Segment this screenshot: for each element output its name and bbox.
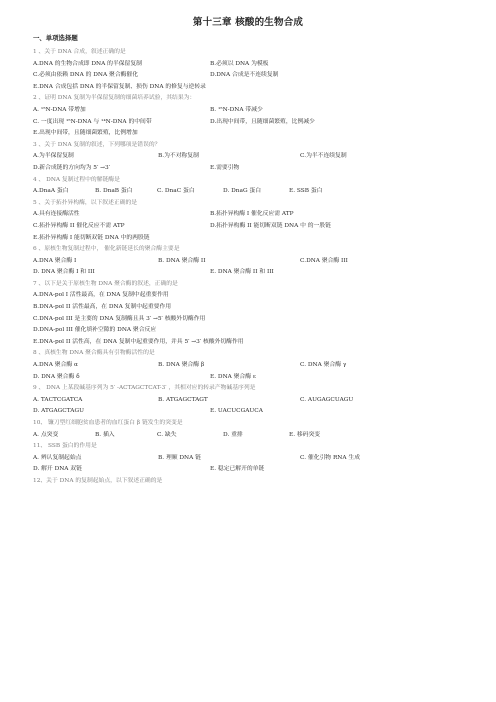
option-text: D. DNA 聚合酶 δ: [33, 373, 80, 380]
option-text: A.DNA 的生物合成即 DNA 的半保留复制: [33, 60, 142, 67]
option-row: [33, 256, 473, 268]
option-text: E. UACUCGAUCA: [210, 408, 263, 415]
option-row: [33, 302, 473, 314]
option-row: [33, 267, 473, 279]
option-text: C.DNA 聚合酶 III: [300, 257, 348, 264]
question-stem: [33, 476, 473, 488]
question-stem: [33, 244, 473, 256]
option-text: A.DNA 聚合酶 I: [33, 257, 77, 264]
option-text: C. AUGAGCUAGU: [300, 396, 354, 403]
option-text: B. DNA 聚合酶 II: [158, 257, 206, 264]
option-row: [33, 151, 473, 163]
option-text: A. TACTCGATCA: [33, 396, 83, 403]
question-text: 9 、 DNA 上某段碱基序列为 5′ -ACTAGCTCAT-3′ ，其相对应的转录产物碱基序列是: [33, 385, 256, 392]
option-text: C. 缺失: [157, 431, 177, 438]
option-text: E. 稳定已解开的单链: [210, 466, 265, 473]
option-text: B.为不对称复制: [158, 153, 199, 160]
option-text: E. 移码突变: [289, 431, 321, 438]
option-text: C.拓扑异构酶 II 催化反应不需 ATP: [33, 222, 125, 229]
option-row: [33, 209, 473, 221]
question-stem: [33, 198, 473, 210]
option-text: C. 一度出现 ¹⁵N-DNA 与 ¹⁴N-DNA 的中间带: [33, 118, 152, 125]
question-stem: [33, 418, 473, 430]
option-row: [33, 117, 473, 129]
option-text: E.拓扑异构酶 I 能切断双链 DNA 中的两股链: [33, 234, 150, 241]
option-row: [33, 360, 473, 372]
option-row: [33, 464, 473, 476]
question-text: 3 、关于 DNA 复制的叙述，下列哪项是错误的？: [33, 141, 161, 148]
option-text: C.为半不连续复制: [300, 153, 347, 160]
question-stem: [33, 383, 473, 395]
option-text: A.DnaA 蛋白: [33, 188, 69, 195]
question-text: 11、 SSB 蛋白的作用是: [33, 443, 97, 450]
option-text: C.DNA-pol III 是主要的 DNA 复制酶且具 3′ →5′ 核酸外切酶作用: [33, 315, 206, 322]
option-text: C. 催化引物 RNA 生成: [300, 454, 361, 461]
option-row: [33, 406, 473, 418]
option-text: D.DNA-pol III 催化填补空隙的 DNA 聚合反应: [33, 327, 157, 334]
option-text: E.需要引物: [210, 164, 240, 171]
option-text: D. 重排: [223, 431, 243, 438]
option-text: A.DNA 聚合酶 α: [33, 362, 78, 369]
section-heading: 一、单项选择题: [33, 34, 78, 42]
option-row: [33, 290, 473, 302]
option-text: B.拓扑异构酶 I 催化反应需 ATP: [210, 211, 294, 218]
option-text: E.出现中间带，且随细菌繁殖，比例增加: [33, 130, 138, 137]
option-text: C. DNA 聚合酶 γ: [300, 362, 347, 369]
option-text: B. 理顺 DNA 链: [158, 454, 201, 461]
option-row: [33, 82, 473, 94]
option-row: [33, 221, 473, 233]
option-row: [33, 314, 473, 326]
question-stem: [33, 93, 473, 105]
option-text: A.为半保留复制: [33, 153, 74, 160]
option-row: [33, 105, 473, 117]
question-text: 12、关于 DNA 的复制起始点，以下叙述正确的是: [33, 477, 163, 484]
question-text: 10、 镰刀型红细胞贫血患者的血红蛋白 β 链发生的突变是: [33, 420, 183, 426]
question-text: 4 、 DNA 复制过程中的解链酶是: [33, 176, 120, 183]
question-text: 1 、关于 DNA 合成，叙述正确的是: [33, 49, 126, 55]
chapter-title: 第十三章 核酸的生物合成: [192, 17, 304, 28]
option-text: A.具有连接酶活性: [33, 211, 80, 218]
option-text: D.新合成链的方向均为 5′ →3′: [33, 164, 111, 171]
option-text: B. ¹⁵N-DNA 带减少: [210, 106, 263, 113]
option-text: E. DNA 聚合酶 ε: [210, 373, 256, 380]
option-text: B.必须以 DNA 为模板: [210, 60, 269, 67]
option-text: E.DNA-pol II 活性高，在 DNA 复制中起重要作用，并具 5′ →3′ 核酸外切酶作用: [33, 338, 244, 345]
option-text: E.DNA 合成包括 DNA 的半保留复制、损伤 DNA 的修复与逆转录: [33, 83, 206, 90]
option-text: E. DNA 聚合酶 II 和 III: [210, 269, 274, 276]
option-row: [33, 430, 473, 442]
option-text: D. DnaG 蛋白: [223, 188, 262, 195]
option-text: C.必须由依赖 DNA 的 DNA 聚合酶催化: [33, 72, 139, 79]
option-text: D. DNA 聚合酶 I 和 III: [33, 269, 95, 276]
option-text: B. DnaB 蛋白: [95, 188, 133, 195]
option-text: D.DNA 合成是不连续复制: [210, 72, 279, 79]
option-text: A.DNA-pol I 活性最高，在 DNA 复制中起重要作用: [33, 292, 169, 299]
question-stem: [33, 348, 473, 360]
question-stem: [33, 140, 473, 152]
option-text: C. DnaC 蛋白: [157, 188, 195, 195]
option-row: [33, 59, 473, 71]
option-text: D.拓扑异构酶 II 能切断双链 DNA 中 的一股链: [210, 222, 331, 229]
option-row: [33, 163, 473, 175]
option-row: [33, 128, 473, 140]
option-row: [33, 337, 473, 349]
question-stem: [33, 47, 473, 59]
option-text: A. 辨认复制起始点: [33, 454, 82, 461]
question-stem: [33, 279, 473, 291]
question-text: 2 、证明 DNA 复制为半保留复制的细菌培养试验，其结果为：: [33, 95, 196, 102]
question-text: 8 、真核生物 DNA 聚合酶具有引物酶活性的是: [33, 350, 155, 357]
question-stem: [33, 175, 473, 187]
option-row: [33, 372, 473, 384]
option-text: B. 插入: [95, 431, 115, 438]
question-list: [33, 47, 473, 488]
option-text: D. ATGAGCTAGU: [33, 408, 84, 415]
option-row: [33, 453, 473, 465]
option-text: B. DNA 聚合酶 β: [158, 362, 205, 369]
option-text: B.DNA-pol II 活性最高，在 DNA 复制中起重要作用: [33, 304, 172, 311]
question-text: 7 、以下是关于原核生物 DNA 聚合酶的叙述，正确的是: [33, 280, 178, 287]
option-row: [33, 325, 473, 337]
option-row: [33, 186, 473, 198]
option-text: D.出现中间带，且随细菌繁殖，比例减少: [210, 118, 315, 125]
option-text: A. ¹⁵N-DNA 带增加: [33, 106, 86, 113]
option-text: B. ATGAGCTAGT: [158, 396, 208, 403]
option-row: [33, 395, 473, 407]
option-row: [33, 233, 473, 245]
option-text: A. 点突变: [33, 431, 59, 438]
option-row: [33, 70, 473, 82]
question-stem: [33, 441, 473, 453]
option-text: E. SSB 蛋白: [289, 188, 323, 195]
question-text: 5 、关于拓扑异构酶，以下叙述正确的是: [33, 199, 138, 206]
option-text: D. 解开 DNA 双链: [33, 466, 82, 473]
question-text: 6 、原核生物复制过程中， 催化新链延长的聚合酶主要是: [33, 246, 180, 253]
